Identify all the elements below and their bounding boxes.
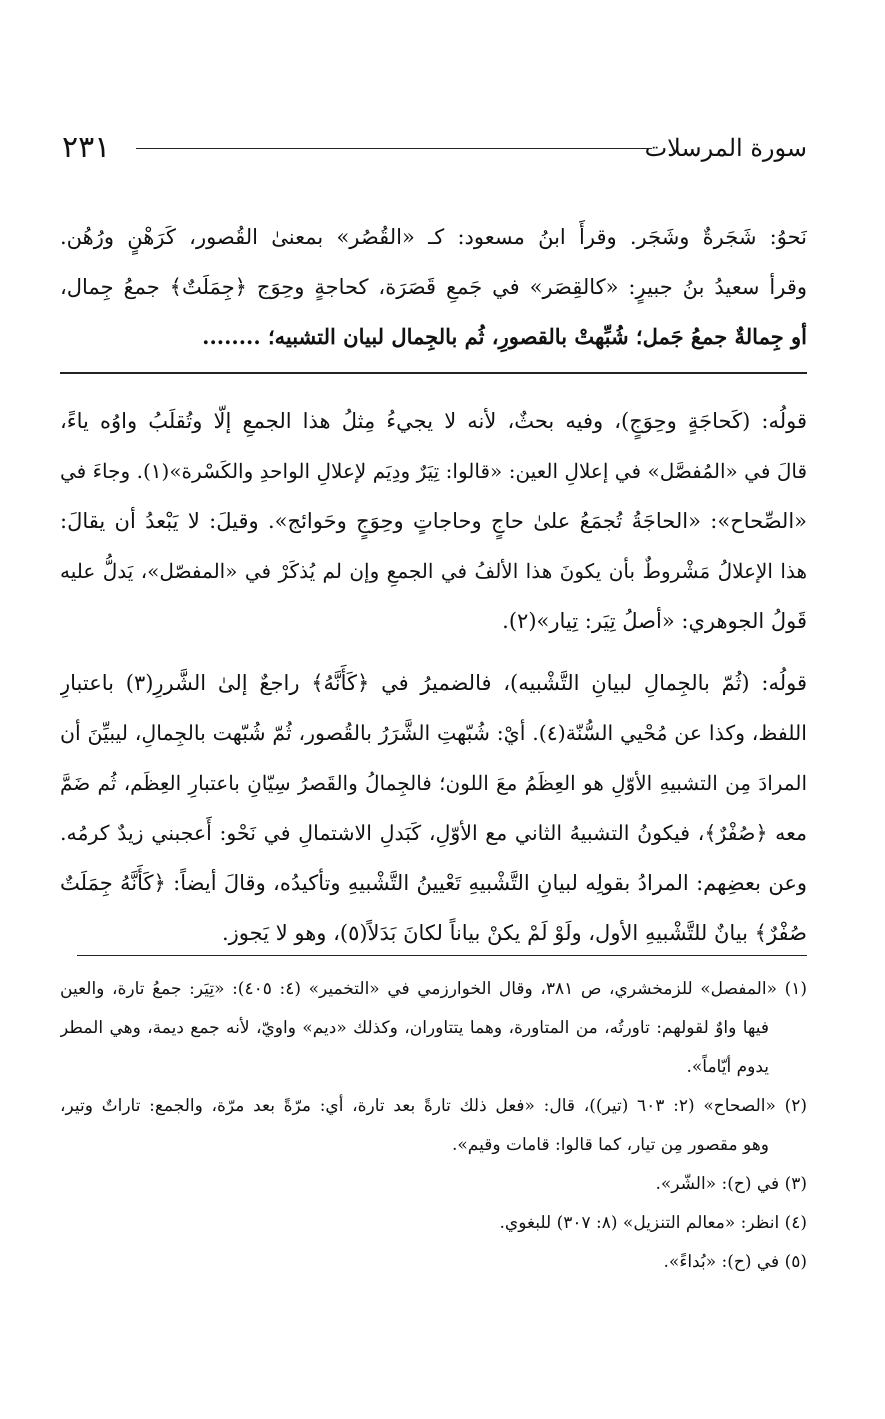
header-rule [136,148,652,149]
footnote-line: (٤) انظر: «معالم التنزيل» (٨: ٣٠٧) للبغوي. [499,1213,807,1233]
commentary [60,396,807,958]
footnote-line: (٢) «الصحاح» (٢: ٦٠٣ (تير))، قال: «فعل ذلك تارةً بعد تارة، أي: مرّةً بعد مرّة، والجمع: تاراتٌ وتير، [60,1096,807,1116]
footnotes [60,970,807,1282]
main-text [60,212,807,362]
commentary-line: قولُه: (ثُمّ بالجِمالِ لبيانِ التَّشْبيه)، فالضميرُ في ﴿كَأَنَّهُ﴾ راجعٌ إلىٰ الشَّررِ(٣) باعتبارِ [60,671,807,695]
commentary-paragraph [60,658,807,958]
main-text-divider [60,372,807,374]
main-text-line: أو جِمالةٌ جمعُ جَمل؛ شُبِّهتْ بالقصورِ، ثُم بالجِمال لبيان التشبيه؛ ........ [202,324,807,349]
footnote-line: يدوم أيّاماً». [686,1057,769,1077]
commentary-paragraph [60,396,807,646]
page-header [62,128,807,176]
footnote-line: وهو مقصور مِن تيار، كما قالوا: قامات وقيم». [451,1135,769,1155]
commentary-line: وعن بعضِهم: المرادُ بقولِه لبيانِ التَّشْبيهِ تَعْيينُ التَّشْبيهِ وتأكيدُه، وقالَ أيضاً: ﴿كَأَنَّهُ جِمَلَتٌ [60,871,807,895]
footnote-line: (٣) في (ح): «الشّر». [655,1174,807,1194]
commentary-line: اللفظ، وكذا عن مُحْيي السُّنّة(٤). أيْ: شُبّهتِ الشَّرَرُ بالقُصور، ثُمّ شُبّهت بالجِمالِ، ليبيِّنَ أن [60,721,807,745]
commentary-line: معه ﴿صُفْرٌ﴾، فيكونُ التشبيهُ الثاني مع الأوّلِ، كَبَدلِ الاشتمالِ في نَحْو: أَعجبني زيدٌ كرمُه. [60,821,807,845]
commentary-line: هذا الإعلالُ مَشْروطٌ بأن يكونَ هذا الألفُ في الجمعِ وإن لم يُذكَرْ في «المفصّل»، يَدلُّ عليه [60,559,807,583]
main-text-line: وقرأ سعيدُ بنُ جبيرٍ: «كالقِصَر» في جَمعِ قَصَرَة، كحاجةٍ وحِوَج ﴿جِمَلَتٌ﴾ جمعُ جِمال، [60,275,807,299]
commentary-line: «الصِّحاح»: «الحاجَةُ تُجمَعُ علىٰ حاجٍ وحاجاتٍ وحِوَجٍ وحَوائج». وقيلَ: لا يَبْعدُ أن يقالَ: [60,509,807,533]
commentary-line: صُفْرٌ﴾ بيانٌ للتَّشْبيهِ الأول، ولَوْ لَمْ يكنْ بياناً لكانَ بَدَلاً(٥)، وهو لا يَجوز. [221,921,807,945]
page-number: ٢٣١ [62,130,111,165]
commentary-line: قَولُ الجوهري: «أصلُ تِيَر: تِيار»(٢). [502,609,807,633]
footnote-line: فيها واوٌ لقولهم: تاورتُه، من المتاورة، وهما يتتاوران، وكذلك «ديم» واويّ، لأنه جمع ديمة، وهي المطر [60,1018,769,1038]
footnote-divider [77,955,807,956]
commentary-line: قالَ في «المُفصَّل» في إعلالِ العين: «قالوا: تِيَرٌ ودِيَم لإعلالِ الواحدِ والكَسْرة»(١). وجاءَ في [60,459,807,483]
commentary-line: المرادَ مِن التشبيهِ الأوّلِ هو العِظَمُ معَ اللون؛ فالجِمالُ والقَصرُ سِيّانِ باعتبارِ العِظَم، ثُم ضَمَّ [60,771,807,795]
footnote-line: (١) «المفصل» للزمخشري، ص ٣٨١، وقال الخوارزمي في «التخمير» (٤: ٤٠٥): «تِيَر: جمعُ تارة، والعين [60,979,807,999]
footnote-line: (٥) في (ح): «بُداءً». [663,1252,807,1272]
surah-title: سورة المرسلات [644,134,807,162]
commentary-line: قولُه: (كَحاجَةٍ وحِوَجٍ)، وفيه بحثٌ، لأنه لا يجيءُ مِثلُ هذا الجمعِ إلّا وتُقلَبُ واوُه ياءً، [60,409,807,433]
main-text-line: نَحوُ: شَجَرةٌ وشَجَر. وقرأَ ابنُ مسعود: كـ «القُصُر» بمعنىٰ القُصور، كَرَهْنٍ ورُهُن. [60,225,807,249]
